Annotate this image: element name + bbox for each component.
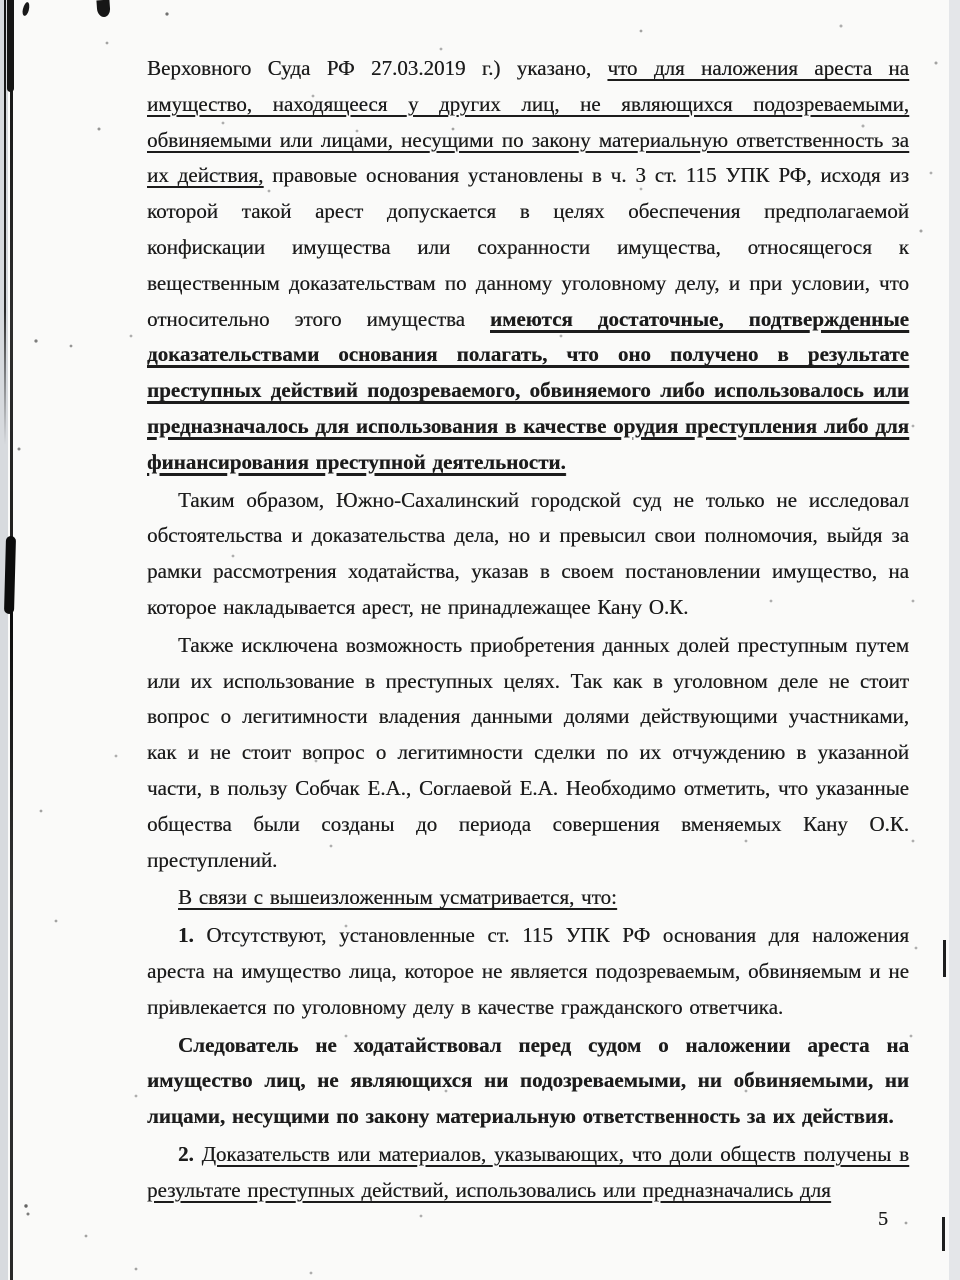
- page-number: 5: [878, 1208, 888, 1230]
- list-number: 2.: [178, 1141, 202, 1166]
- document-text-block: [147, 51, 909, 1209]
- scan-blob-top: [7, 0, 14, 92]
- ink-comma-mark: [21, 1, 30, 16]
- scan-noise-specks: [0, 0, 2, 2]
- text-run: Отсутствуют, установленные ст. 115 УПК РФ основания для наложения ареста на имущество лица, которое не является подозреваемым, обвиняемым и не привлекается по уголовному делу в качестве гражданского ответчика.: [147, 923, 909, 1019]
- scan-blob-middle: [4, 536, 16, 614]
- paragraph-numbered-2: [147, 1137, 909, 1209]
- text-run-bold: Следователь не ходатайствовал перед судом о наложении ареста на имущество лиц, не являющихся ни подозреваемыми, ни обвиняемыми, ни лицами, несущими по закону материальную ответственность за их действия.: [147, 1032, 909, 1129]
- binding-line-secondary-icon: [4, 0, 6, 445]
- paragraph: [147, 483, 909, 626]
- text-run-underlined: В связи с вышеизложенным усматривается, что:: [178, 885, 617, 910]
- paragraph-continuation: [147, 51, 909, 481]
- text-run: правовые основания установлены в ч. 3 ст. 115 УПК РФ, исходя из которой такой арест допускается в целях обеспечения предполагаемой конфискации имущества или сохранности имущества, относящегося к вещественным доказательствам по данному уголовному делу, и при условии, что относительно этого имущества: [147, 163, 909, 331]
- scan-edge-strip-right: [949, 0, 960, 1280]
- text-run-underlined: что для наложения ареста на имущество, находящееся у других лиц, не являющихся подозреваемыми, обвиняемыми или лицами, несущими по закону материальную ответственность за их действия,: [147, 56, 909, 188]
- list-number: 1.: [178, 923, 194, 948]
- binding-line-icon: [10, 0, 13, 1280]
- text-run: Также исключена возможность приобретения данных долей преступным путем или их использование в преступных целях. Так как в уголовном деле не стоит вопрос о легитимности владения данными долями действующими участниками, как и не стоит вопрос о легитимности сделки по их отчуждению в указанной части, в пользу Собчак Е.А., Соглаевой Е.А. Необходимо отметить, что указанные общества были созданы до периода совершения вменяемых Кану О.К. преступлений.: [147, 632, 909, 872]
- text-run-underlined: Доказательств или материалов, указывающих, что доли обществ получены в результате преступных действий, использовались или предназначались для: [147, 1141, 909, 1202]
- paragraph: [147, 628, 909, 879]
- margin-tick-right-upper: [943, 940, 946, 977]
- text-run: Верховного Суда РФ 27.03.2019 г.) указано,: [147, 56, 608, 80]
- text-run-bold-underlined: имеются достаточные, подтвержденные доказательствами основания полагать, что оно получено в результате преступных действий подозреваемого, обвиняемого либо использовалось или предназначалось для использования в качестве орудия преступления либо для финансирования преступной деятельности.: [147, 306, 909, 474]
- ink-blob-top-left: [96, 0, 110, 17]
- paragraph-heading: [147, 880, 909, 916]
- paragraph-bold: [147, 1028, 909, 1135]
- paragraph-numbered-1: [147, 918, 909, 1025]
- text-run: Таким образом, Южно-Сахалинский городской суд не только не исследовал обстоятельства и доказательства дела, но и превысил свои полномочия, выйдя за рамки рассмотрения ходатайства, указав в своем постановлении имущество, на которое накладывается арест, не принадлежащее Кану О.К.: [147, 487, 909, 619]
- margin-tick-right-lower: [942, 1217, 945, 1251]
